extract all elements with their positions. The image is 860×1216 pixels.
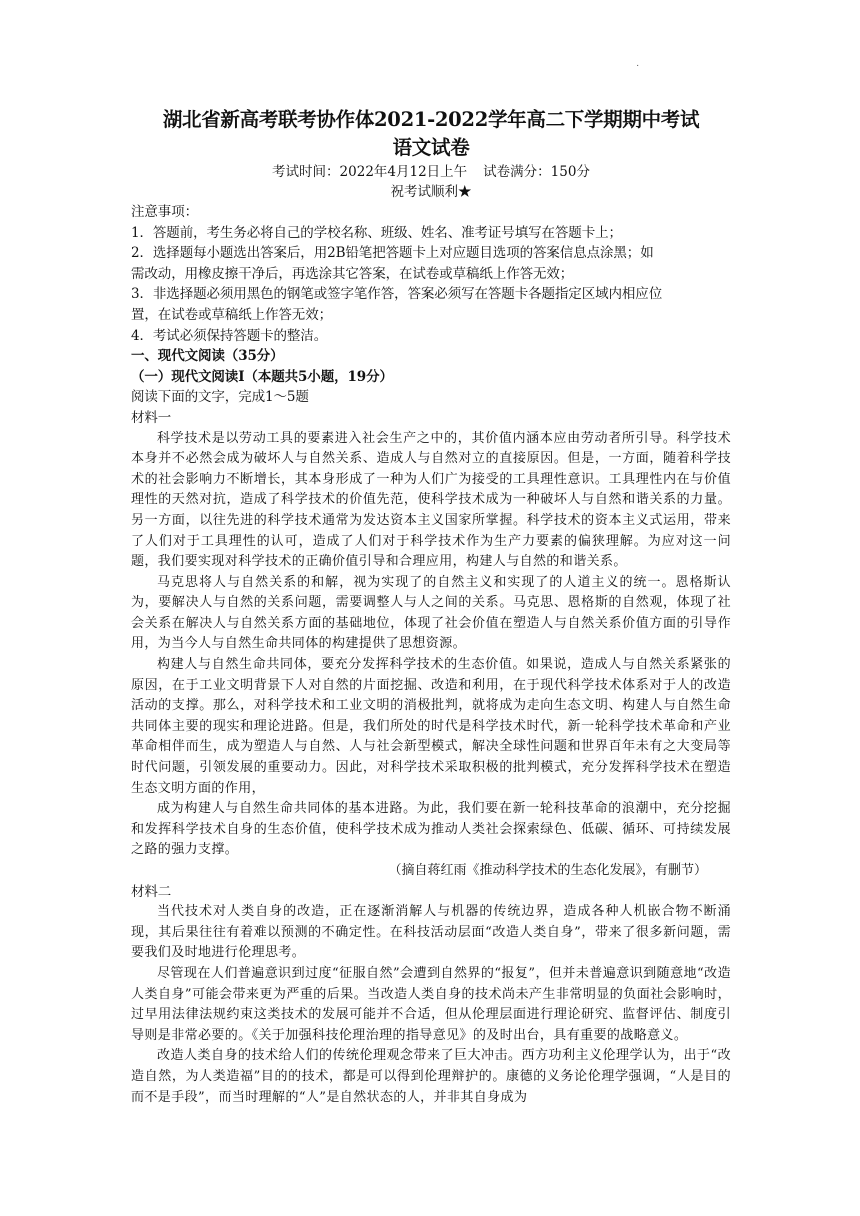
corner-mark: · — [636, 60, 640, 71]
material-1-paragraph-4: 成为构建人与自然生命共同体的基本进路。为此，我们要在新一轮科技革命的浪潮中，充分挖掘和发挥科学技术自身的生态价值，使科学技术成为推动人类社会探索绿色、低碳、循环、可持续发展之路的强力支撑。 — [131, 801, 731, 858]
note-item-2a: 2．选择题每小题选出答案后，用2B铅笔把答题卡上对应题目选项的答案信息点涂黑；如 — [131, 245, 654, 262]
exam-page — [131, 106, 731, 1108]
material-2-label: 材料二 — [131, 883, 172, 900]
material-2-body — [131, 902, 731, 1108]
material-1-paragraph-2: 马克思将人与自然关系的和解，视为实现了的自然主义和实现了的人道主义的统一。恩格斯认为，要解决人与自然的关系问题，需要调整人与人之间的关系。马克思、恩格斯的自然观，体现了社会关系在解决人与自然关系方面的基础地位，体现了社会价值在塑造人与自然关系价值方面的引导作用，为当今人与自然生命共同体的构建提供了思想资源。 — [131, 574, 731, 652]
note-item-2b: 需改动，用橡皮擦干净后，再选涂其它答案，在试卷或草稿纸上作答无效； — [131, 265, 574, 282]
section-subheading: （一）现代文阅读I（本题共5小题，19分） — [131, 368, 393, 385]
exam-title-line1: 湖北省新高考联考协作体2021-2022学年高二下学期期中考试 — [162, 108, 700, 131]
note-item-3a: 3．非选择题必须用黑色的钢笔或签字笔作答，答案必须写在答题卡各题指定区域内相应位 — [131, 286, 663, 303]
note-item-3b: 置，在试卷或草稿纸上作答无效； — [131, 306, 332, 323]
exam-time: 考试时间：2022年4月12日上午 — [272, 164, 468, 180]
exam-wish: 祝考试顺利★ — [390, 184, 472, 200]
material-1-label: 材料一 — [131, 409, 172, 426]
exam-title-line2: 语文试卷 — [392, 136, 470, 159]
exam-meta — [131, 162, 731, 182]
material-2-paragraph-1: 当代技术对人类自身的改造，正在逐渐消解人与机器的传统边界，造成各种人机嵌合物不断涌现，其后果往往有着难以预测的不确定性。在科技活动层面“改造人类自身”，带来了很多新问题，需要我们及时地进行伦理思考。 — [131, 904, 731, 961]
full-score: 试卷满分：150分 — [483, 164, 590, 180]
section-heading: 一、现代文阅读（35分） — [131, 348, 284, 365]
material-1-source: （摘自蒋红雨《推动科学技术的生态化发展》，有删节） — [388, 863, 707, 878]
notes-heading: 注意事项： — [131, 204, 198, 220]
note-item-1: 1．答题前，考生务必将自己的学校名称、班级、姓名、准考证号填写在答题卡上； — [131, 224, 622, 241]
material-1-body — [131, 429, 731, 882]
material-2-paragraph-2: 尽管现在人们普遍意识到过度“征服自然”会遭到自然界的“报复”，但并未普遍意识到随意地“改造人类自身”可能会带来更为严重的后果。当改造人类自身的技术尚未产生非常明显的负面社会影响时，过早用法律法规约束这类技术的发展可能并不合适，但从伦理层面进行理论研究、监督评估、制度引导则是非常必要的。《关于加强科技伦理治理的指导意见》的及时出台，具有重要的战略意义。 — [131, 965, 731, 1043]
material-2-paragraph-3: 改造人类自身的技术给人们的传统伦理观念带来了巨大冲击。西方功利主义伦理学认为，出于“改造自然，为人类造福”目的的技术，都是可以得到伦理辩护的。康德的义务论伦理学强调，“人是目的而不是手段”，而当时理解的“人”是自然状态的人，并非其自身成为 — [131, 1048, 731, 1105]
material-1-paragraph-1: 科学技术是以劳动工具的要素进入社会生产之中的，其价值内涵本应由劳动者所引导。科学技术本身并不必然会成为破坏人与自然关系、造成人与自然对立的直接原因。但是，一方面，随着科学技术的社会影响力不断增长，其本身形成了一种为人们广为接受的工具理性意识。工具理性内在与价值理性的天然对抗，造成了科学技术的价值先范，使科学技术成为一种破坏人与自然和谐关系的力量。另一方面，以往先进的科学技术通常为发达资本主义国家所掌握。科学技术的资本主义式运用，带来了人们对于工具理性的认可，造成了人们对于科学技术作为生产力要素的偏狭理解。为应对这一问题，我们要实现对科学技术的正确价值引导和合理应用，构建人与自然的和谐关系。 — [131, 430, 731, 570]
reading-instruction: 阅读下面的文字，完成1～5题 — [131, 389, 309, 406]
note-item-4: 4．考试必须保持答题卡的整洁。 — [131, 327, 328, 344]
material-1-paragraph-3: 构建人与自然生命共同体，要充分发挥科学技术的生态价值。如果说，造成人与自然关系紧张的原因，在于工业文明背景下人对自然的片面挖掘、改造和利用，在于现代科学技术体系对于人的改造活动的支撑。那么，对科学技术和工业文明的消极批判，就将成为走向生态文明、构建人与自然生命共同体主要的现实和理论进路。但是，我们所处的时代是科学技术时代，新一轮科学技术革命和产业革命相伴而生，成为塑造人与自然、人与社会新型模式，解决全球性问题和世界百年未有之大变局等时代问题，引领发展的重要动力。因此，对科学技术采取积极的批判模式，充分发挥科学技术在塑造生态文明方面的作用， — [131, 657, 731, 796]
